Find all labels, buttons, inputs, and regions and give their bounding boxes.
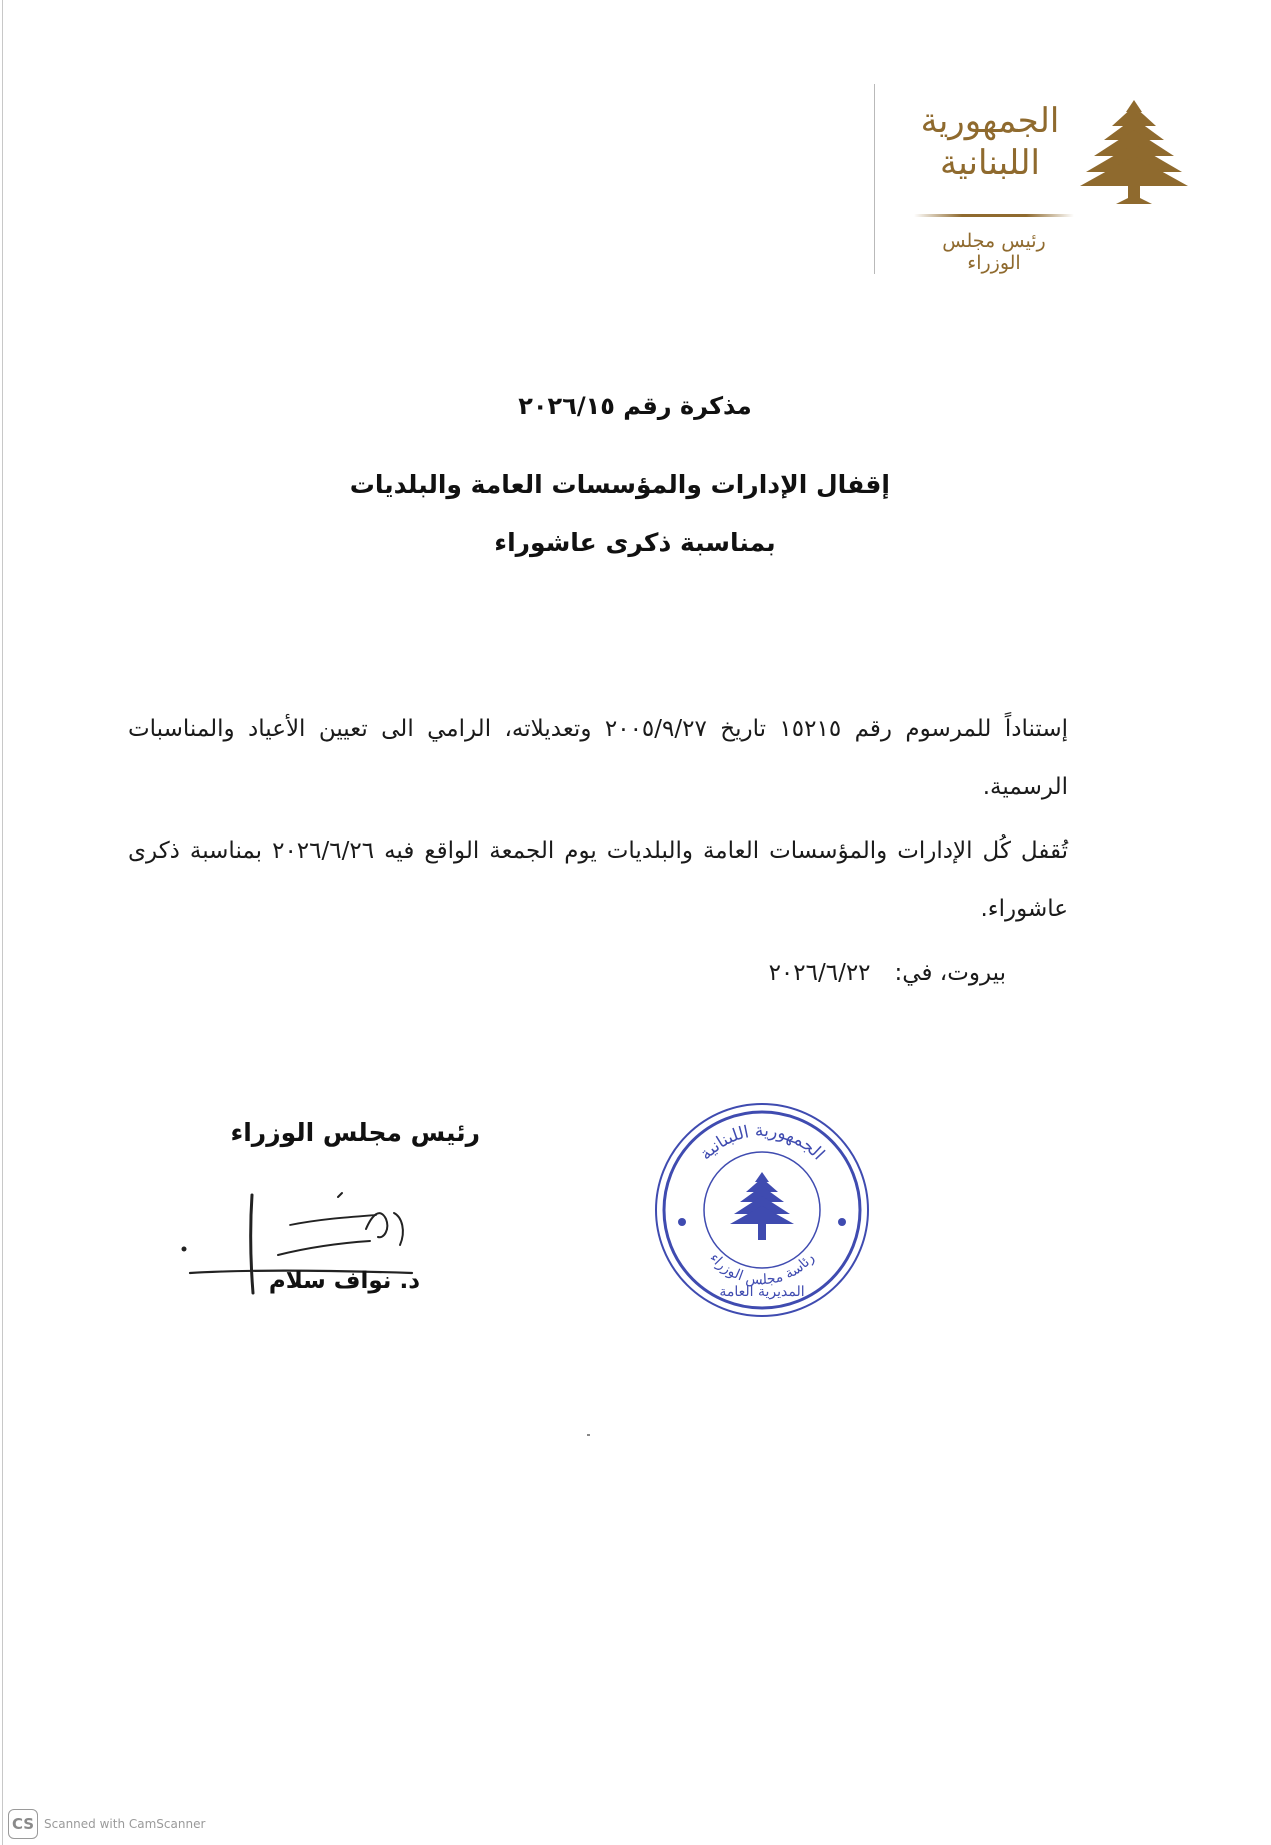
scan-speck — [587, 1434, 590, 1436]
official-stamp — [652, 1100, 872, 1320]
camscanner-logo-icon: CS — [8, 1809, 38, 1839]
date-label: بيروت، في: — [894, 960, 1006, 986]
republic-line-2: اللبنانية — [940, 143, 1040, 183]
republic-line-1: الجمهورية — [920, 101, 1060, 141]
signatory-title: رئيس مجلس الوزراء — [230, 1118, 480, 1147]
letterhead — [874, 84, 1204, 274]
republic-title — [908, 100, 1072, 184]
letterhead-divider — [874, 84, 875, 274]
memo-number: مذكرة رقم ٢٠٢٦/١٥ — [518, 392, 752, 420]
scanner-text: Scanned with CamScanner — [44, 1817, 206, 1831]
letterhead-rule — [914, 214, 1074, 217]
date-value: ٢٠٢٦/٦/٢٢ — [768, 960, 871, 986]
memo-occasion: بمناسبة ذكرى عاشوراء — [494, 528, 776, 557]
stamp-outer-text: الجمهورية اللبنانية — [695, 1120, 829, 1165]
office-title: رئيس مجلس الوزراء — [942, 230, 1046, 274]
signatory-name: د. نواف سلام — [268, 1268, 420, 1294]
cedar-icon — [1076, 98, 1192, 208]
body-paragraph-1: إستناداً للمرسوم رقم ١٥٢١٥ تاريخ ٢٠٠٥/٩/٢٧ وتعديلاته، الرامي الى تعيين الأعياد والمناسبات الرسمية. — [128, 716, 1069, 800]
stamp-inner-text: رئاسة مجلس الوزراء — [706, 1250, 818, 1289]
scanner-watermark — [8, 1809, 205, 1839]
memo-subject: إقفال الإدارات والمؤسسات العامة والبلديات — [349, 470, 890, 499]
body-paragraph-2: تُقفل كُل الإدارات والمؤسسات العامة والبلديات يوم الجمعة الواقع فيه ٢٠٢٦/٦/٢٦ بمناسبة ذكرى عاشوراء. — [128, 838, 1069, 922]
page-edge — [2, 0, 3, 1845]
stamp-bottom-text: المديرية العامة — [719, 1284, 805, 1300]
date-line — [560, 960, 1006, 986]
stamp-cedar-icon — [730, 1172, 794, 1240]
